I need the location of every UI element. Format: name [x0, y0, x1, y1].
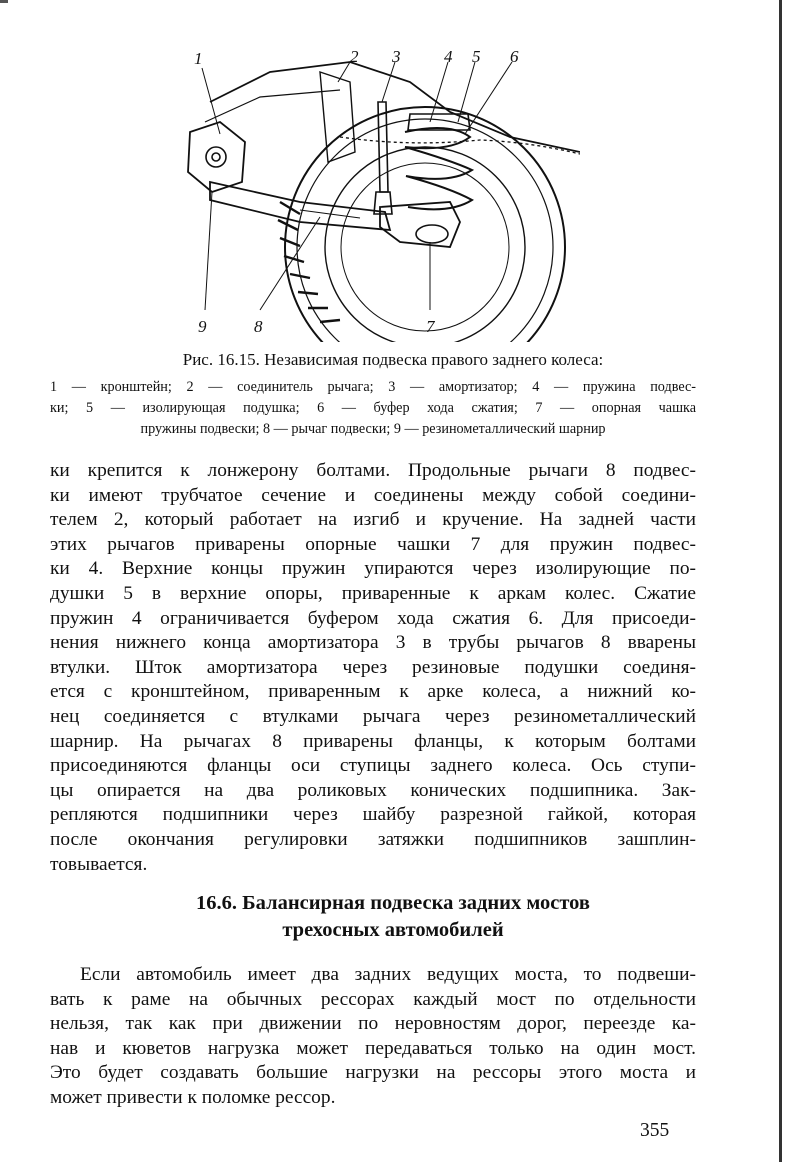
text-line: репляются подшипники через шайбу разрезной гайкой, которая: [50, 804, 696, 826]
text-line: Если автомобиль имеет два задних ведущих моста, то подвеши-: [80, 964, 696, 985]
text-line: ки 4. Верхние концы пружин упираются через изолирующие по-: [50, 558, 696, 580]
paragraph-balancer-intro: [50, 963, 696, 1111]
text-line: ки крепится к лонжерону болтами. Продольные рычаги 8 подвес-: [50, 460, 696, 481]
section-heading-line: трехосных автомобилей: [282, 919, 504, 941]
text-line: цы опирается на два роликовых конических подшипника. Зак-: [50, 779, 696, 801]
callout-5: 5: [472, 47, 481, 66]
text-line: втулки. Шток амортизатора через резиновые подушки соединя-: [50, 656, 696, 678]
text-line: ки имеют трубчатое сечение и соединены между собой соедини-: [50, 484, 696, 506]
text-line: ется с кронштейном, приваренным к арке колеса, а нижний ко-: [50, 681, 696, 703]
callout-2: 2: [350, 47, 359, 66]
rim-inner: [341, 163, 509, 331]
page-number: 355: [640, 1120, 670, 1141]
callout-9: 9: [198, 317, 207, 336]
text-line: телем 2, который работает на изгиб и кручение. На задней части: [50, 509, 696, 531]
legend-line: ки; 5 — изолирующая подушка; 6 — буфер хода сжатия; 7 — опорная чашка: [50, 400, 696, 416]
text-line: присоединяются фланцы оси ступицы заднего колеса. Ось ступи-: [50, 755, 696, 777]
text-line: нав и кюветов нагрузка может передаваться только на один мост.: [50, 1037, 696, 1059]
callout-3: 3: [392, 47, 401, 66]
section-heading: [50, 890, 736, 944]
paragraph-suspension-description: [50, 459, 696, 877]
page-edge-rule: [779, 0, 782, 1162]
figure-caption-title: Рис. 16.15. Независимая подвеска правого заднего колеса:: [182, 350, 604, 369]
callout-7: 7: [426, 317, 435, 336]
scan-corner-mark: [0, 0, 8, 3]
legend-line: пружины подвески; 8 — рычаг подвески; 9 — резинометаллический шарнир: [140, 421, 606, 437]
text-line: вать к раме на обычных рессорах каждый мост по отдельности: [50, 988, 696, 1010]
suspension-figure: [150, 42, 580, 342]
callout-1: 1: [194, 49, 203, 68]
text-line: душки 5 в верхние опоры, приваренные к аркам колес. Сжатие: [50, 582, 696, 604]
text-line: шарнир. На рычагах 8 приварены фланцы, к которым болтами: [50, 730, 696, 752]
text-line: Это будет создавать большие нагрузки на рессоры этого моста и: [50, 1062, 696, 1084]
callout-8: 8: [254, 317, 263, 336]
section-heading-line: 16.6. Балансирная подвеска задних мостов: [195, 892, 590, 914]
callout-6: 6: [510, 47, 519, 66]
text-line: после окончания регулировки затяжки подшипников зашплин-: [50, 828, 696, 850]
text-line: нения нижнего конца амортизатора 3 в трубы рычагов 8 вварены: [50, 632, 696, 654]
callout-4: 4: [444, 47, 453, 66]
text-line: может привести к поломке рессор.: [50, 1086, 336, 1108]
text-line: пружин 4 ограничивается буфером хода сжатия 6. Для присоеди-: [50, 607, 696, 629]
figure-caption-legend: [50, 377, 696, 440]
text-line: нец соединяется с втулками рычага через резинометаллический: [50, 705, 696, 727]
legend-line: 1 — кронштейн; 2 — соединитель рычага; 3 — амортизатор; 4 — пружина подвес-: [50, 379, 696, 395]
text-line: товывается.: [50, 853, 148, 875]
suspension-drawing: [150, 42, 580, 342]
text-line: этих рычагов приварены опорные чашки 7 для пружин подвес-: [50, 533, 696, 555]
text-line: нельзя, так как при движении по неровностям дорог, переезде ка-: [50, 1013, 696, 1035]
